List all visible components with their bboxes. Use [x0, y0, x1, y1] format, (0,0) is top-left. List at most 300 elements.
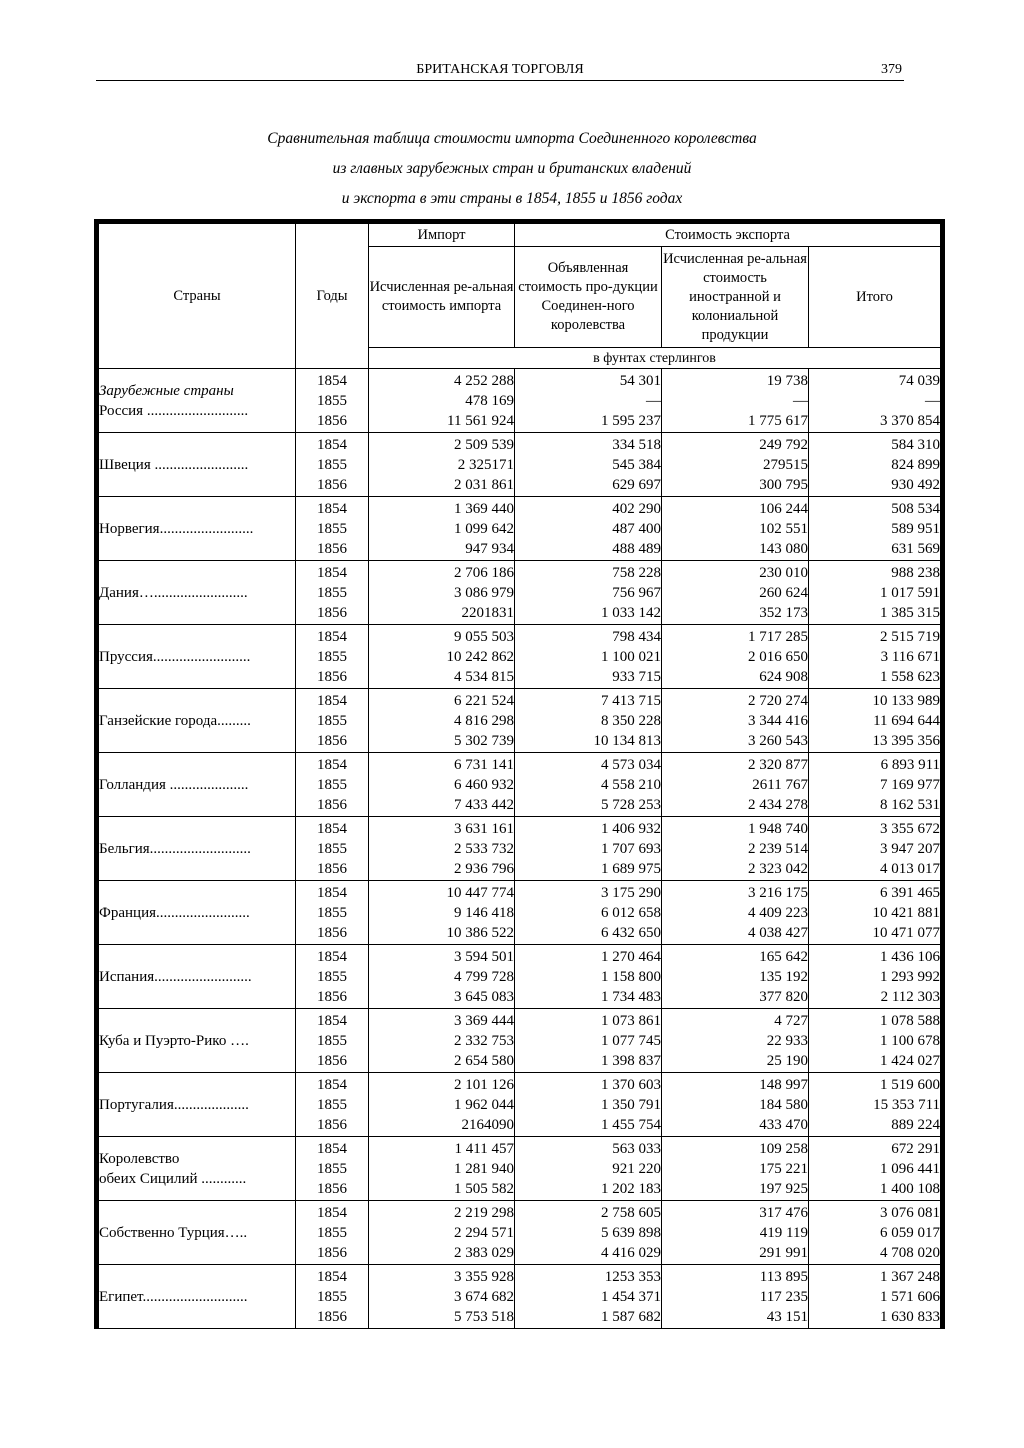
import-value: 11 561 924: [447, 413, 514, 429]
foreign-value: 2 239 514: [748, 841, 808, 857]
declared-value: 5 639 898: [601, 1225, 661, 1241]
foreign-value: 2 323 042: [748, 861, 808, 877]
total-value: 1 293 992: [880, 969, 941, 985]
total-value: 7 169 977: [880, 777, 941, 793]
foreign-value: 22 933: [766, 1033, 808, 1049]
years-value: 1856: [317, 989, 347, 1005]
country-name: Куба и Пуэрто-Рико ….: [99, 1033, 249, 1049]
foreign-value-cell: [662, 1073, 809, 1137]
import-value-cell: [369, 753, 515, 817]
year-cell: [296, 817, 369, 881]
years-value: 1854: [317, 565, 347, 581]
import-value-cell: [369, 1137, 515, 1201]
import-value: 2 509 539: [454, 437, 514, 453]
total-value: 3 116 671: [880, 649, 941, 665]
foreign-value: 249 792: [759, 437, 808, 453]
total-value: 889 224: [891, 1117, 941, 1133]
total-value-cell: [809, 1265, 943, 1329]
import-value-cell: [369, 561, 515, 625]
declared-value: 1 454 371: [601, 1289, 661, 1305]
total-value: 2 515 719: [880, 629, 941, 645]
import-value: 4 799 728: [454, 969, 514, 985]
years-value: 1855: [317, 521, 347, 537]
import-value-cell: [369, 369, 515, 433]
import-value: 1 962 044: [454, 1097, 514, 1113]
years-value: 1855: [317, 777, 347, 793]
year-cell: [296, 945, 369, 1009]
years-value: 1854: [317, 629, 347, 645]
foreign-value-cell: [662, 945, 809, 1009]
total-value: 1 385 315: [880, 605, 941, 621]
import-value: 3 594 501: [454, 949, 514, 965]
import-value: 2 031 861: [454, 477, 514, 493]
years-value: 1856: [317, 1181, 347, 1197]
table-row: [97, 1265, 943, 1329]
years-value: 1856: [317, 797, 347, 813]
declared-value-cell: [515, 433, 662, 497]
foreign-value: 117 235: [759, 1289, 808, 1305]
country-name: Пруссия..........................: [99, 649, 251, 665]
years-value: 1856: [317, 1245, 347, 1261]
import-value-cell: [369, 497, 515, 561]
total-value: 10 471 077: [872, 925, 941, 941]
declared-value: 6 012 658: [601, 905, 661, 921]
declared-value: 1 689 975: [601, 861, 661, 877]
foreign-value-cell: [662, 753, 809, 817]
import-value: 2201831: [461, 605, 514, 621]
table-row: [97, 817, 943, 881]
years-value: 1856: [317, 861, 347, 877]
running-head-title: БРИТАНСКАЯ ТОРГОВЛЯ: [416, 62, 584, 77]
foreign-value: 148 997: [759, 1077, 808, 1093]
foreign-value: 624 908: [759, 669, 808, 685]
import-value: 2 219 298: [454, 1205, 514, 1221]
declared-value-cell: [515, 945, 662, 1009]
declared-value: 5 728 253: [601, 797, 661, 813]
declared-value: 54 301: [619, 373, 661, 389]
table-header: [97, 222, 943, 369]
foreign-value: 291 991: [759, 1245, 808, 1261]
country-cell: [97, 1137, 296, 1201]
year-cell: [296, 1009, 369, 1073]
import-value-cell: [369, 945, 515, 1009]
foreign-value-cell: [662, 1137, 809, 1201]
declared-value: 1 370 603: [601, 1077, 661, 1093]
import-value: 10 242 862: [446, 649, 514, 665]
table-row: [97, 1009, 943, 1073]
caption-line-1: Сравнительная таблица стоимости импорта Соединенного королевства: [267, 130, 757, 147]
declared-value-cell: [515, 1073, 662, 1137]
years-value: 1855: [317, 393, 347, 409]
import-value: 1 281 940: [454, 1161, 514, 1177]
import-value: 4 252 288: [454, 373, 514, 389]
total-value: 1 436 106: [880, 949, 941, 965]
foreign-value: 433 470: [759, 1117, 808, 1133]
header-export-group: Стоимость экспорта: [515, 222, 943, 247]
country-cell: [97, 497, 296, 561]
years-value: 1855: [317, 585, 347, 601]
total-value-cell: [809, 433, 943, 497]
total-value: 3 370 854: [880, 413, 941, 429]
import-value: 3 674 682: [454, 1289, 514, 1305]
total-value-cell: [809, 945, 943, 1009]
declared-value-cell: [515, 497, 662, 561]
total-value: 8 162 531: [880, 797, 941, 813]
total-value: 631 569: [891, 541, 941, 557]
page-number: 379: [881, 62, 902, 77]
total-value: 13 395 356: [872, 733, 941, 749]
foreign-value: 300 795: [759, 477, 808, 493]
total-value: 1 400 108: [880, 1181, 941, 1197]
country-cell: [97, 881, 296, 945]
import-value: 6 221 524: [454, 693, 514, 709]
header-foreign-value: Исчисленная ре-альная стоимость иностранной и колониальной продукции: [662, 247, 809, 348]
country-name: Собственно Турция…..: [99, 1225, 248, 1241]
trade-table: [94, 219, 945, 1329]
import-value: 2 332 753: [454, 1033, 514, 1049]
declared-value: 1253 353: [604, 1269, 661, 1285]
foreign-value: 2611 767: [752, 777, 808, 793]
import-value: 3 645 083: [454, 989, 514, 1005]
foreign-value-cell: [662, 1265, 809, 1329]
import-value-cell: [369, 881, 515, 945]
total-value: 1 367 248: [880, 1269, 941, 1285]
year-cell: [296, 1137, 369, 1201]
import-value: 6 460 932: [454, 777, 514, 793]
total-value-cell: [809, 625, 943, 689]
declared-value-cell: [515, 1137, 662, 1201]
country-cell: [97, 753, 296, 817]
import-value: 3 355 928: [454, 1269, 514, 1285]
declared-value-cell: [515, 1009, 662, 1073]
import-value: 2 654 580: [454, 1053, 514, 1069]
years-value: 1854: [317, 757, 347, 773]
country-cell: [97, 1201, 296, 1265]
declared-value: 798 434: [612, 629, 661, 645]
total-value: 10 133 989: [872, 693, 941, 709]
group-label: Зарубежные страны: [99, 383, 234, 399]
declared-value: 1 033 142: [601, 605, 661, 621]
country-cell: [97, 433, 296, 497]
foreign-value: 25 190: [766, 1053, 808, 1069]
foreign-value-cell: [662, 561, 809, 625]
country-cell: [97, 561, 296, 625]
years-value: 1854: [317, 1205, 347, 1221]
foreign-value: 175 221: [759, 1161, 808, 1177]
header-country: Страны: [97, 222, 296, 369]
years-value: 1854: [317, 1141, 347, 1157]
years-value: 1856: [317, 605, 347, 621]
years-value: 1855: [317, 841, 347, 857]
import-value: 5 302 739: [454, 733, 514, 749]
import-value: 1 505 582: [454, 1181, 514, 1197]
import-value: 2 101 126: [454, 1077, 514, 1093]
table-row: [97, 561, 943, 625]
country-name: Швеция .........................: [99, 457, 249, 473]
import-value-cell: [369, 1265, 515, 1329]
import-value: 3 369 444: [454, 1013, 514, 1029]
years-value: 1855: [317, 1097, 347, 1113]
declared-value-cell: [515, 561, 662, 625]
table-body: [97, 369, 943, 1329]
years-value: 1856: [317, 1053, 347, 1069]
year-cell: [296, 1073, 369, 1137]
years-value: 1854: [317, 437, 347, 453]
country-name: Дания….........................: [99, 585, 248, 601]
total-value: 11 694 644: [873, 713, 941, 729]
foreign-value: 419 119: [759, 1225, 808, 1241]
declared-value: 488 489: [612, 541, 661, 557]
import-value: 6 731 141: [454, 757, 514, 773]
foreign-value: 1 717 285: [748, 629, 808, 645]
foreign-value: 2 320 877: [748, 757, 808, 773]
import-value: 478 169: [465, 393, 514, 409]
foreign-value: 279515: [763, 457, 808, 473]
total-value: 2 112 303: [880, 989, 941, 1005]
declared-value: 545 384: [612, 457, 661, 473]
total-value-cell: [809, 817, 943, 881]
foreign-value-cell: [662, 1201, 809, 1265]
foreign-value: 184 580: [759, 1097, 808, 1113]
foreign-value: 197 925: [759, 1181, 808, 1197]
foreign-value: 165 642: [759, 949, 808, 965]
total-value: 1 017 591: [880, 585, 941, 601]
country-cell: [97, 689, 296, 753]
years-value: 1855: [317, 649, 347, 665]
foreign-value: 4 727: [774, 1013, 808, 1029]
table-caption: [96, 124, 928, 214]
table-row: [97, 433, 943, 497]
country-cell: [97, 625, 296, 689]
header-units: в фунтах стерлингов: [369, 348, 943, 369]
declared-value: 334 518: [612, 437, 661, 453]
declared-value: —: [646, 393, 661, 409]
declared-value: 10 134 813: [593, 733, 661, 749]
declared-value: 1 073 861: [601, 1013, 661, 1029]
table-row: [97, 497, 943, 561]
years-value: 1854: [317, 1013, 347, 1029]
table-row: [97, 1073, 943, 1137]
foreign-value-cell: [662, 625, 809, 689]
total-value: 672 291: [891, 1141, 941, 1157]
years-value: 1855: [317, 1033, 347, 1049]
total-value-cell: [809, 1201, 943, 1265]
year-cell: [296, 1201, 369, 1265]
total-value: 3 076 081: [880, 1205, 941, 1221]
foreign-value: 3 216 175: [748, 885, 808, 901]
years-value: 1856: [317, 1117, 347, 1133]
foreign-value: 317 476: [759, 1205, 808, 1221]
year-cell: [296, 625, 369, 689]
total-value-cell: [809, 689, 943, 753]
declared-value-cell: [515, 753, 662, 817]
import-value: 2164090: [461, 1117, 514, 1133]
import-value: 3 631 161: [454, 821, 514, 837]
years-value: 1854: [317, 885, 347, 901]
foreign-value: 1 775 617: [748, 413, 808, 429]
years-value: 1854: [317, 821, 347, 837]
declared-value-cell: [515, 881, 662, 945]
foreign-value: 2 016 650: [748, 649, 808, 665]
foreign-value: 135 192: [759, 969, 808, 985]
declared-value: 1 270 464: [601, 949, 661, 965]
declared-value: 1 077 745: [601, 1033, 661, 1049]
total-value: 3 355 672: [880, 821, 941, 837]
foreign-value: 2 720 274: [748, 693, 808, 709]
country-cell: [97, 369, 296, 433]
foreign-value-cell: [662, 817, 809, 881]
import-value: 7 433 442: [454, 797, 514, 813]
country-name: Египет............................: [99, 1289, 248, 1305]
foreign-value-cell: [662, 369, 809, 433]
total-value-cell: [809, 753, 943, 817]
years-value: 1856: [317, 669, 347, 685]
years-value: 1854: [317, 1269, 347, 1285]
years-value: 1854: [317, 949, 347, 965]
declared-value: 1 158 800: [601, 969, 661, 985]
import-value: 4 816 298: [454, 713, 514, 729]
years-value: 1855: [317, 969, 347, 985]
years-value: 1854: [317, 373, 347, 389]
foreign-value: 352 173: [759, 605, 808, 621]
header-import-value: Исчисленная ре-альная стоимость импорта: [369, 247, 515, 348]
total-value-cell: [809, 369, 943, 433]
table-row: [97, 625, 943, 689]
import-value-cell: [369, 433, 515, 497]
total-value-cell: [809, 497, 943, 561]
total-value: 988 238: [891, 565, 941, 581]
import-value: 10 386 522: [446, 925, 514, 941]
foreign-value: 43 151: [766, 1309, 808, 1325]
year-cell: [296, 497, 369, 561]
year-cell: [296, 433, 369, 497]
import-value: 2 383 029: [454, 1245, 514, 1261]
foreign-value: 19 738: [766, 373, 808, 389]
years-value: 1855: [317, 1161, 347, 1177]
years-value: 1854: [317, 693, 347, 709]
table-row: [97, 1201, 943, 1265]
total-value: 1 571 606: [880, 1289, 941, 1305]
declared-value-cell: [515, 689, 662, 753]
total-value: —: [925, 393, 941, 409]
import-value: 10 447 774: [446, 885, 514, 901]
country-name: Бельгия...........................: [99, 841, 251, 857]
import-value: 947 934: [465, 541, 514, 557]
total-value: 1 096 441: [880, 1161, 941, 1177]
foreign-value: 2 434 278: [748, 797, 808, 813]
import-value: 4 534 815: [454, 669, 514, 685]
country-name: Россия ...........................: [99, 403, 249, 419]
caption-line-2: из главных зарубежных стран и британских владений: [332, 160, 692, 177]
total-value: 584 310: [891, 437, 941, 453]
table-row: [97, 753, 943, 817]
years-value: 1856: [317, 733, 347, 749]
import-value-cell: [369, 625, 515, 689]
declared-value: 1 455 754: [601, 1117, 661, 1133]
country-name-line1: Королевство: [99, 1151, 180, 1167]
import-value: 1 099 642: [454, 521, 514, 537]
import-value: 2 325171: [457, 457, 514, 473]
declared-value: 1 202 183: [601, 1181, 661, 1197]
import-value: 9 055 503: [454, 629, 514, 645]
country-cell: [97, 817, 296, 881]
total-value: 4 013 017: [880, 861, 941, 877]
total-value: 4 708 020: [880, 1245, 941, 1261]
import-value-cell: [369, 817, 515, 881]
year-cell: [296, 369, 369, 433]
header-import-group: Импорт: [369, 222, 515, 247]
declared-value: 756 967: [612, 585, 661, 601]
years-value: 1856: [317, 477, 347, 493]
declared-value: 1 707 693: [601, 841, 661, 857]
year-cell: [296, 561, 369, 625]
total-value: 1 100 678: [880, 1033, 941, 1049]
foreign-value: 4 038 427: [748, 925, 808, 941]
years-value: 1855: [317, 1225, 347, 1241]
years-value: 1855: [317, 713, 347, 729]
country-name: Португалия....................: [99, 1097, 249, 1113]
import-value: 2 936 796: [454, 861, 514, 877]
years-value: 1855: [317, 457, 347, 473]
import-value: 3 086 979: [454, 585, 514, 601]
total-value: 1 424 027: [880, 1053, 941, 1069]
country-cell: [97, 1009, 296, 1073]
table-row: [97, 1137, 943, 1201]
country-name: Норвегия.........................: [99, 521, 254, 537]
total-value-cell: [809, 561, 943, 625]
total-value: 1 078 588: [880, 1013, 941, 1029]
declared-value: 4 558 210: [601, 777, 661, 793]
country-name: Ганзейские города.........: [99, 713, 251, 729]
total-value: 1 519 600: [880, 1077, 941, 1093]
table-row: [97, 369, 943, 433]
declared-value: 1 587 682: [601, 1309, 661, 1325]
country-cell: [97, 1073, 296, 1137]
foreign-value: —: [793, 393, 808, 409]
foreign-value: 260 624: [759, 585, 808, 601]
years-value: 1856: [317, 1309, 347, 1325]
foreign-value: 143 080: [759, 541, 808, 557]
import-value: 2 294 571: [454, 1225, 514, 1241]
header-years: Годы: [296, 222, 369, 369]
declared-value-cell: [515, 817, 662, 881]
foreign-value: 4 409 223: [748, 905, 808, 921]
declared-value-cell: [515, 369, 662, 433]
declared-value: 921 220: [612, 1161, 661, 1177]
declared-value: 1 350 791: [601, 1097, 661, 1113]
foreign-value-cell: [662, 1009, 809, 1073]
country-name: обеих Сицилий ............: [99, 1171, 247, 1187]
declared-value: 1 734 483: [601, 989, 661, 1005]
import-value: 2 533 732: [454, 841, 514, 857]
import-value: 1 411 457: [454, 1141, 514, 1157]
declared-value: 629 697: [612, 477, 661, 493]
import-value-cell: [369, 1201, 515, 1265]
foreign-value: 3 260 543: [748, 733, 808, 749]
foreign-value: 3 344 416: [748, 713, 808, 729]
declared-value: 1 595 237: [601, 413, 661, 429]
declared-value: 1 406 932: [601, 821, 661, 837]
foreign-value-cell: [662, 433, 809, 497]
declared-value: 6 432 650: [601, 925, 661, 941]
total-value: 508 534: [891, 501, 941, 517]
table-row: [97, 881, 943, 945]
import-value: 5 753 518: [454, 1309, 514, 1325]
country-cell: [97, 1265, 296, 1329]
years-value: 1856: [317, 925, 347, 941]
total-value-cell: [809, 1073, 943, 1137]
declared-value: 4 416 029: [601, 1245, 661, 1261]
